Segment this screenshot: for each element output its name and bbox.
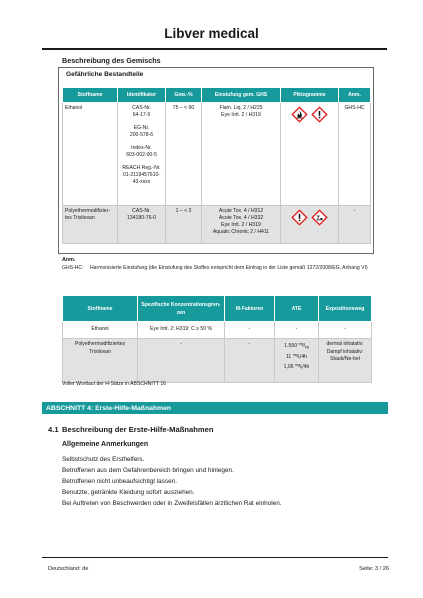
section-4-header: ABSCHNITT 4: Erste-Hilfe-Maßnahmen [42,402,388,414]
cas-number: 64-17-5 [132,112,151,118]
section-4-1-title: Beschreibung der Erste-Hilfe-Maßnahmen [62,425,214,434]
footer-country: Deutschland: de [48,566,89,572]
header-divider [42,48,387,50]
mixture-heading: Beschreibung des Gemischs [62,56,161,65]
footer-divider [42,557,388,558]
reach-number: 43-xxxx [132,179,151,185]
ate-line: 11 $^{mg}/_l/4h$ [285,352,308,360]
environment-icon [311,209,328,226]
section-4-1-number: 4.1 [48,425,59,434]
identifier-cell [118,103,166,206]
m-factor: - [225,339,275,383]
hazardous-components-table [62,87,371,244]
column-header: Anm. [339,88,371,103]
column-header: Stoffname [63,88,118,103]
remark-line: Betroffenen aus dem Gefahrenbereich bringen und hinlegen. [62,467,234,474]
ghs-line: Flam. Liq. 2 / H225 [219,105,263,111]
substance-name: Polyethermodifiziertes Trisiloxan [63,339,138,383]
column-header: Piktogramme [281,88,339,103]
index-label: Index-Nr. [131,145,152,151]
flame-icon [291,106,308,123]
index-number: 603-002-00-5 [126,152,157,158]
note-cell: GHS-HC [339,103,371,206]
exposure-route: - [319,322,372,339]
ate-value [275,339,319,383]
reach-number: 01-2119457610- [122,172,160,178]
note-cell: - [339,206,371,244]
ghs-line: Acute Tox. 4 / H312 [218,208,264,214]
column-header: Expositionsweg [319,296,372,322]
exclamation-icon [311,106,328,123]
table-row [63,103,371,206]
table-row [63,206,371,244]
remark-line: Bei Auftreten von Beschwerden oder in Zweifelsfällen ärztlichen Rat einholen. [62,500,282,507]
column-header: Identifikator [118,88,166,103]
document-title: Libver medical [164,26,259,41]
column-header: Einstufung gem. GHS [202,88,281,103]
substance-name: Polyethermodifizier-tes Trisiloxan [63,206,118,244]
cas-number: 134180-76-0 [127,215,156,221]
reach-label: REACH Reg.-Nr. [122,165,161,171]
concentration-limits-table [62,295,372,383]
footnote: Voller Wortlaut der H-Sätze in ABSCHNITT 16 [62,381,166,387]
hazardous-components-title: Gefährliche Bestandteile [66,71,144,78]
pictogram-cell [281,206,339,244]
substance-name: Ethanol [63,322,138,339]
m-factor: - [225,322,275,339]
ghs-classification [202,103,281,206]
pictogram-cell [281,103,339,206]
weight-percent: 1 – < 3 [166,206,202,244]
cas-label: CAS-Nr. [132,208,151,214]
specific-limits: Eye Irrit. 2; H319: C ≥ 50 % [138,322,225,339]
cas-label: CAS-Nr. [132,105,151,111]
column-header: Spezifische Konzentrationsgren-zen [138,296,225,322]
ghs-line: Eye Irrit. 2 / H319 [221,112,261,118]
table-row [63,322,372,339]
ate-line: 1.550 $^{mg}/_{kg}$ [284,342,309,349]
annotation-key: GHS-HC: [62,265,84,271]
ate-line: 1,06 $^{mg}/_l/4h$ [283,363,310,370]
general-remarks-heading: Allgemeine Anmerkungen [62,441,149,448]
ate-value: - [275,322,319,339]
ghs-line: Aquatic Chronic 2 / H411 [212,229,270,235]
ghs-line: Acute Tox. 4 / H332 [218,215,264,221]
page-number: Seite: 3 / 26 [359,566,389,572]
column-header: M-Faktoren [225,296,275,322]
remark-line: Betroffenen nicht unbeaufsichtigt lassen. [62,478,177,485]
ec-number: 200-578-6 [129,132,154,138]
ghs-classification [202,206,281,244]
table-header-row [63,296,372,322]
identifier-cell [118,206,166,244]
general-remarks-list [62,454,282,509]
ec-label: EG-Nr. [133,125,150,131]
column-header: Stoffname [63,296,138,322]
annotation-title: Anm. [62,257,76,263]
column-header: ATE [275,296,319,322]
ghs-line: Eye Irrit. 2 / H319 [221,222,261,228]
table-row [63,339,372,383]
weight-percent: 75 – < 90 [166,103,202,206]
table-header-row [63,88,371,103]
remark-line: Benutzte, getränkte Kleidung sofort ausziehen. [62,489,195,496]
substance-name: Ethanol [63,103,118,206]
column-header: Gew.-% [166,88,202,103]
specific-limits: - [138,339,225,383]
annotation-text: Harmonisierte Einstufung (die Einstufung des Stoffes entspricht dem Eintrag in der Liste gemäß 1272/2008/EG, Anhang VI) [90,265,368,271]
remark-line: Selbstschutz des Ersthelfers. [62,456,145,463]
exposure-route: dermal inhalativ: Dampf inhalativ: Staub/Ne-bel [319,339,372,383]
exclamation-icon [291,209,308,226]
